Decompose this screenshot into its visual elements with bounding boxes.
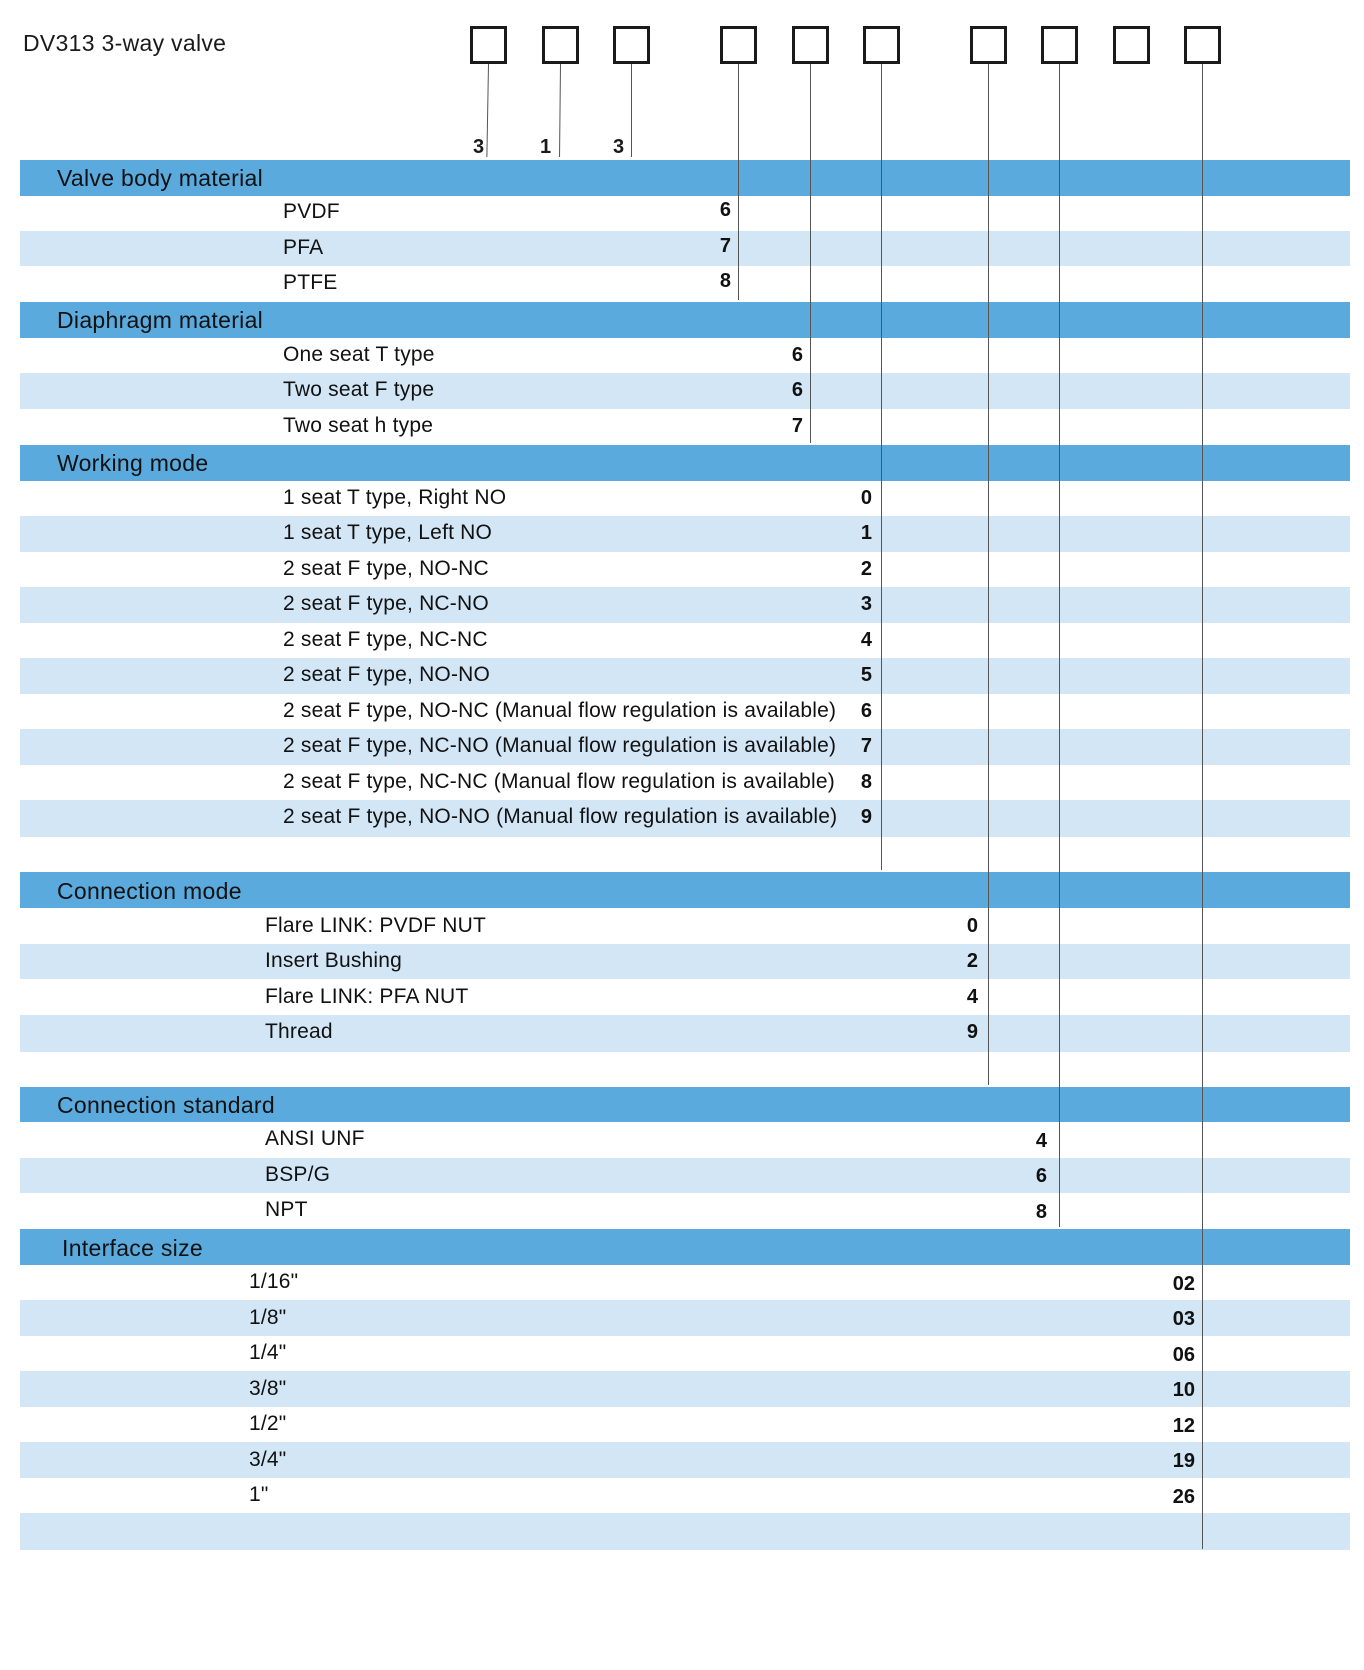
valve-body-code: 6 [719,199,731,221]
connector-line-1 [486,64,489,157]
section-title-connection-mode: Connection mode [57,878,242,904]
working-mode-code: 0 [860,487,872,509]
connector-line-8 [1059,64,1060,1227]
connector-line-5 [810,64,811,443]
prefix-digit-3: 3 [613,136,625,158]
working-mode-label: 2 seat F type, NC-NC (Manual flow regulation is available) [283,770,835,793]
working-mode-label: 2 seat F type, NO-NO [283,663,491,686]
interface-size-label: 1/16" [249,1270,299,1293]
code-box-5 [792,26,829,64]
working-mode-label: 2 seat F type, NC-NO [283,592,489,615]
page-title: DV313 3-way valve [23,30,227,56]
working-mode-code: 7 [860,735,872,757]
interface-size-code: 26 [1172,1486,1195,1508]
interface-size-label: 3/8" [249,1377,287,1400]
table-row [20,338,1350,375]
working-mode-label: 2 seat F type, NO-NC (Manual flow regulation is available) [283,699,837,722]
connection-standard-label: ANSI UNF [265,1127,365,1150]
code-box-8 [1041,26,1078,64]
table-row [20,908,1350,945]
table-row [20,658,1350,695]
diaphragm-code: 7 [791,415,803,437]
connection-standard-label: BSP/G [265,1163,331,1186]
table-row [20,587,1350,624]
interface-size-code: 06 [1172,1344,1195,1366]
working-mode-code: 8 [860,771,872,793]
table-row [20,1122,1350,1159]
connection-mode-label: Thread [265,1020,333,1043]
connection-standard-code: 4 [1035,1130,1047,1152]
working-mode-label: 2 seat F type, NO-NO (Manual flow regulation is available) [283,805,838,828]
connection-mode-label: Flare LINK: PVDF NUT [265,914,487,937]
connector-line-3 [631,64,632,157]
code-box-2 [542,26,579,64]
connection-standard-label: NPT [265,1198,308,1221]
table-row [20,481,1350,518]
connection-mode-code: 4 [966,986,978,1008]
table-row [20,1193,1350,1230]
connection-mode-code: 2 [966,950,978,972]
diaphragm-label: Two seat F type [283,378,435,401]
diaphragm-label: One seat T type [283,343,435,366]
working-mode-label: 2 seat F type, NO-NC [283,557,489,580]
section-header-working-mode [20,445,1350,482]
working-mode-code: 4 [860,629,872,651]
interface-size-code: 03 [1172,1308,1195,1330]
interface-size-label: 1/2" [249,1412,287,1435]
code-box-6 [863,26,900,64]
valve-body-label: PFA [283,236,324,259]
table-row [20,373,1350,410]
working-mode-code: 1 [860,522,872,544]
interface-size-label: 1/8" [249,1306,287,1329]
connector-line-2 [559,64,561,157]
prefix-digit-2: 1 [540,136,552,158]
working-mode-code: 6 [860,700,872,722]
working-mode-code: 2 [860,558,872,580]
table-row [20,552,1350,589]
connection-mode-label: Flare LINK: PFA NUT [265,985,469,1008]
working-mode-label: 1 seat T type, Right NO [283,486,507,509]
diaphragm-code: 6 [791,379,803,401]
interface-size-label: 1/4" [249,1341,287,1364]
working-mode-label: 2 seat F type, NC-NC [283,628,488,651]
valve-body-code: 8 [719,270,731,292]
connection-standard-code: 8 [1035,1201,1047,1223]
working-mode-code: 9 [860,806,872,828]
valve-body-code: 7 [719,235,731,257]
diaphragm-code: 6 [791,344,803,366]
code-box-4 [720,26,757,64]
table-row [20,1158,1350,1195]
interface-size-label: 3/4" [249,1448,287,1471]
table-row [20,409,1350,446]
interface-size-code: 19 [1172,1450,1195,1472]
section-title-valve-body: Valve body material [57,165,263,191]
table-row [20,944,1350,981]
interface-size-code: 10 [1172,1379,1195,1401]
prefix-digit-1: 3 [473,136,485,158]
working-mode-label: 1 seat T type, Left NO [283,521,493,544]
section-title-working-mode: Working mode [57,450,209,476]
connection-mode-code: 0 [966,915,978,937]
table-row [20,1513,1350,1550]
working-mode-code: 3 [860,593,872,615]
working-mode-code: 5 [860,664,872,686]
connection-mode-label: Insert Bushing [265,949,403,972]
connection-standard-code: 6 [1035,1165,1047,1187]
code-box-7 [970,26,1007,64]
connector-line-9 [1202,64,1203,1549]
table-row [20,623,1350,660]
working-mode-label: 2 seat F type, NC-NO (Manual flow regulation is available) [283,734,837,757]
code-box-9 [1113,26,1150,64]
section-header-interface-size [20,1229,1350,1266]
code-box-1 [470,26,507,64]
code-box-10 [1184,26,1221,64]
interface-size-code: 12 [1172,1415,1195,1437]
connector-line-7 [988,64,989,1085]
section-title-interface-size: Interface size [62,1235,203,1261]
diaphragm-label: Two seat h type [283,414,434,437]
interface-size-label: 1" [249,1483,269,1506]
section-title-connection-standard: Connection standard [57,1092,275,1118]
table-row [20,1015,1350,1052]
valve-body-label: PTFE [283,271,338,294]
connection-mode-code: 9 [966,1021,978,1043]
connector-line-4 [738,64,739,300]
section-title-diaphragm: Diaphragm material [57,307,264,333]
table-row [20,979,1350,1016]
code-box-3 [613,26,650,64]
valve-body-label: PVDF [283,200,340,223]
interface-size-code: 02 [1172,1273,1195,1295]
connector-line-6 [881,64,882,870]
table-row [20,516,1350,553]
